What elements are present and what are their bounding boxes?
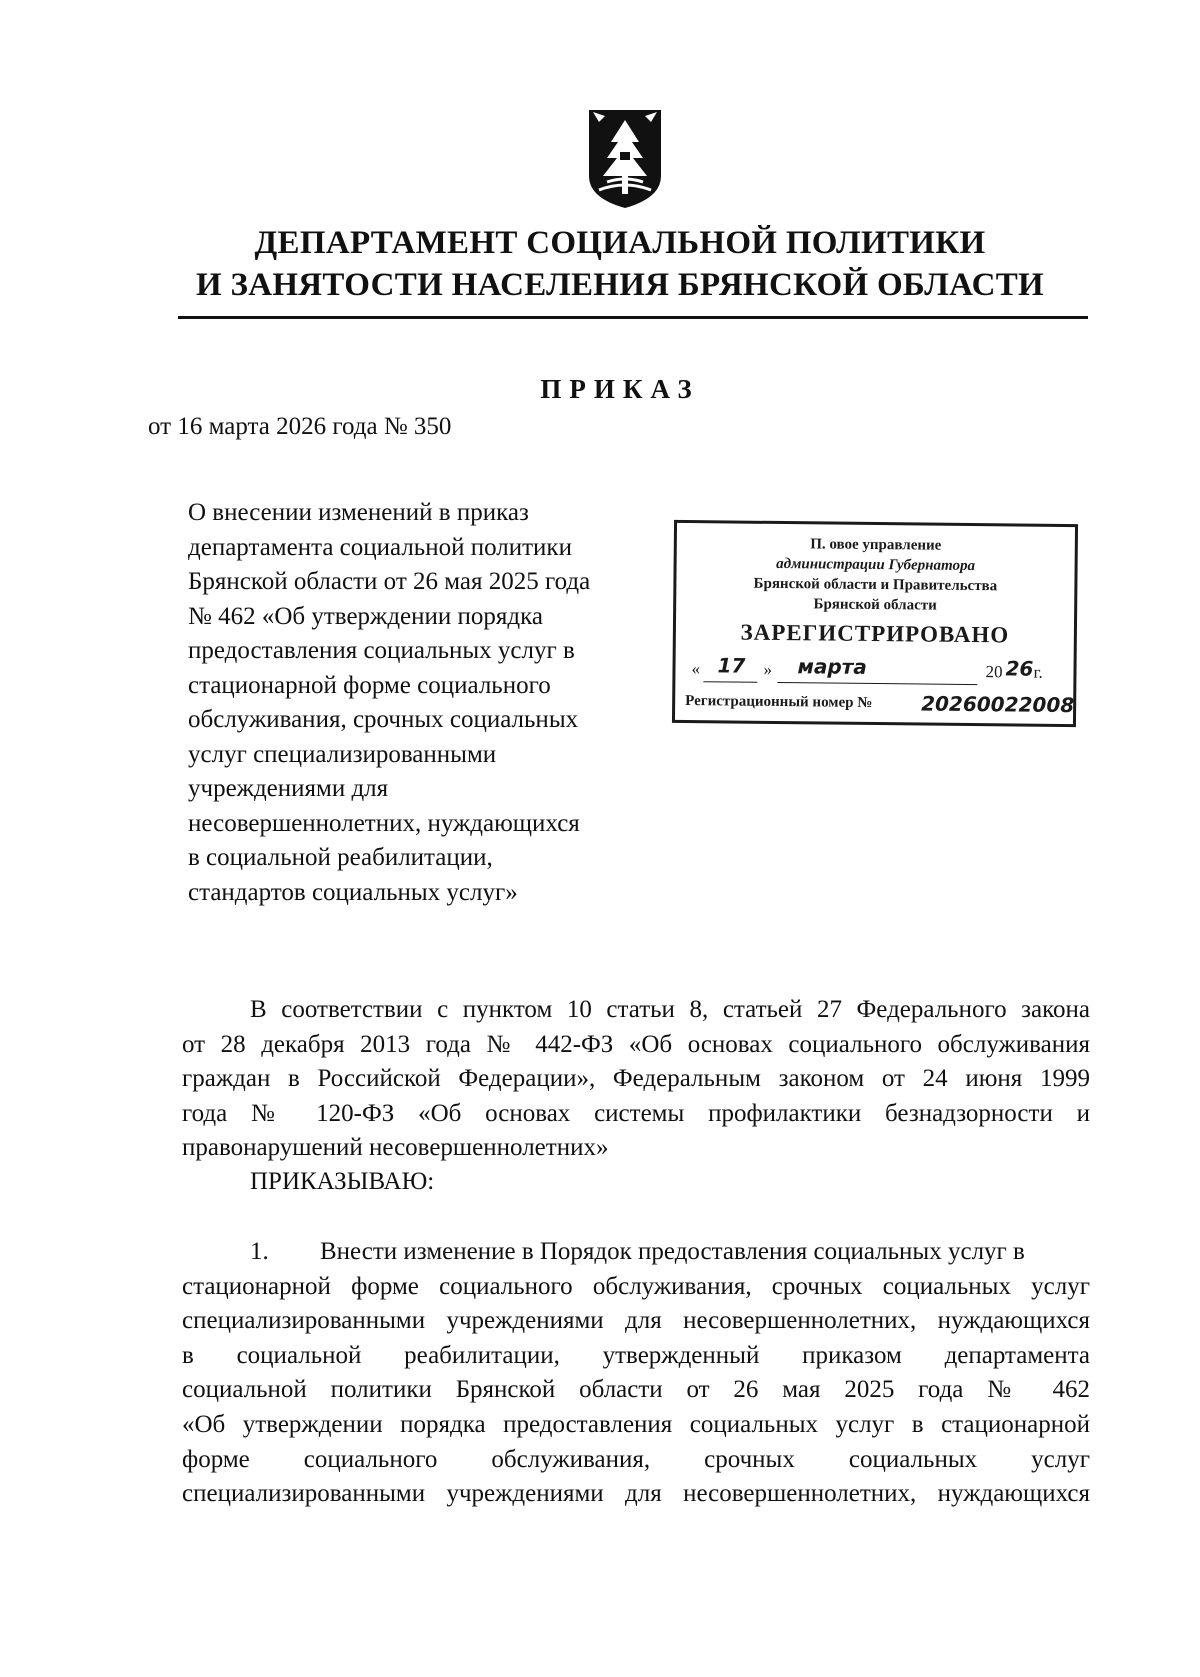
stamp-registered-label: ЗАРЕГИСТРИРОВАНО	[740, 619, 1010, 648]
department-title-line-2: И ЗАНЯТОСТИ НАСЕЛЕНИЯ БРЯНСКОЙ ОБЛАСТИ	[195, 267, 1045, 303]
stamp-day: 17	[717, 653, 746, 678]
item-1-paragraph	[182, 1235, 1090, 1512]
stamp-month-underline	[777, 682, 977, 685]
stamp-registration-label: Регистрационный номер №	[685, 693, 873, 711]
subject-line: учреждениями для	[188, 775, 389, 802]
subject-line: предоставления социальных услуг в	[188, 637, 575, 664]
subject-line: стационарной форме социального	[188, 671, 551, 699]
subject-line: стандартов социальных услуг»	[188, 878, 518, 906]
header-divider	[178, 316, 1088, 319]
coat-of-arms-emblem	[585, 106, 665, 210]
preamble-line: правонарушений несовершеннолетних»	[182, 1134, 609, 1162]
subject-line: обслуживания, срочных социальных	[188, 706, 579, 733]
item-1-line: специализированными учреждениями для несовершеннолетних, нуждающихся	[182, 1480, 1090, 1508]
preamble-line: от 28 декабря 2013 года № 442-ФЗ «Об основах социального обслуживания	[182, 1030, 1090, 1058]
order-word: ПРИКАЗЫВАЮ:	[250, 1168, 435, 1195]
stamp-open-quote: «	[691, 659, 701, 679]
registration-stamp	[672, 520, 1078, 727]
item-1-number: 1.	[250, 1238, 269, 1265]
stamp-line-1: П. овое управление	[810, 536, 942, 554]
stamp-line-3: Брянской области и Правительства	[753, 575, 998, 595]
stamp-registration-row	[685, 691, 1075, 723]
preamble-line: года № 120-ФЗ «Об основах системы профилактики безнадзорности и	[182, 1099, 1090, 1127]
document-date-number: от 16 марта 2026 года № 350	[148, 413, 452, 440]
subject-line: в социальной реабилитации,	[188, 844, 493, 871]
stamp-month: марта	[797, 654, 867, 679]
preamble-line: граждан в Российской Федерации», Федеральным законом от 24 июня 1999	[182, 1065, 1090, 1093]
item-1-line: специализированными учреждениями для несовершеннолетних, нуждающихся	[182, 1307, 1090, 1335]
preamble-paragraph	[182, 993, 1090, 1166]
stamp-year-suffix: 26	[1005, 656, 1034, 681]
department-title-line-1: ДЕПАРТАМЕНТ СОЦИАЛЬНОЙ ПОЛИТИКИ	[254, 225, 986, 261]
subject-line: О внесении изменений в приказ	[188, 499, 529, 526]
stamp-close-quote: »	[763, 659, 773, 679]
subject-line: несовершеннолетних, нуждающихся	[188, 809, 580, 837]
item-1-line: стационарной форме социального обслуживания, срочных социальных услуг	[182, 1272, 1090, 1300]
stamp-date-row	[687, 653, 1061, 689]
document-type: ПРИКАЗ	[540, 374, 700, 404]
item-1-line: социальной политики Брянской области от 26 мая 2025 года № 462	[182, 1376, 1090, 1404]
department-title	[180, 222, 1060, 306]
stamp-day-underline	[703, 681, 757, 683]
stamp-line-4: Брянской области	[813, 596, 937, 614]
item-1-line: в социальной реабилитации, утвержденный приказом департамента	[182, 1341, 1090, 1369]
item-1-first-text: Внести изменение в Порядок предоставления социальных услуг в	[320, 1238, 1025, 1265]
stamp-year-prefix: 20	[985, 662, 1003, 682]
stamp-line-2: администрации Губернатора	[776, 555, 976, 575]
item-1-line: «Об утверждении порядка предоставления социальных услуг в стационарной	[182, 1410, 1090, 1438]
stamp-registration-number: 20260022008	[921, 691, 1075, 718]
subject-line: департамента социальной политики	[188, 533, 572, 561]
item-1-line: форме социального обслуживания, срочных социальных услуг	[182, 1445, 1090, 1473]
document-subject	[188, 496, 628, 910]
subject-line: Брянской области от 26 мая 2025 года	[188, 568, 591, 595]
subject-line: услуг специализированными	[188, 740, 497, 768]
item-1-first-line	[182, 1235, 1090, 1270]
stamp-year-unit: г.	[1033, 662, 1043, 682]
preamble-line: В соответствии с пунктом 10 статьи 8, статьей 27 Федерального закона	[250, 996, 1090, 1023]
subject-line: № 462 «Об утверждении порядка	[188, 602, 543, 630]
